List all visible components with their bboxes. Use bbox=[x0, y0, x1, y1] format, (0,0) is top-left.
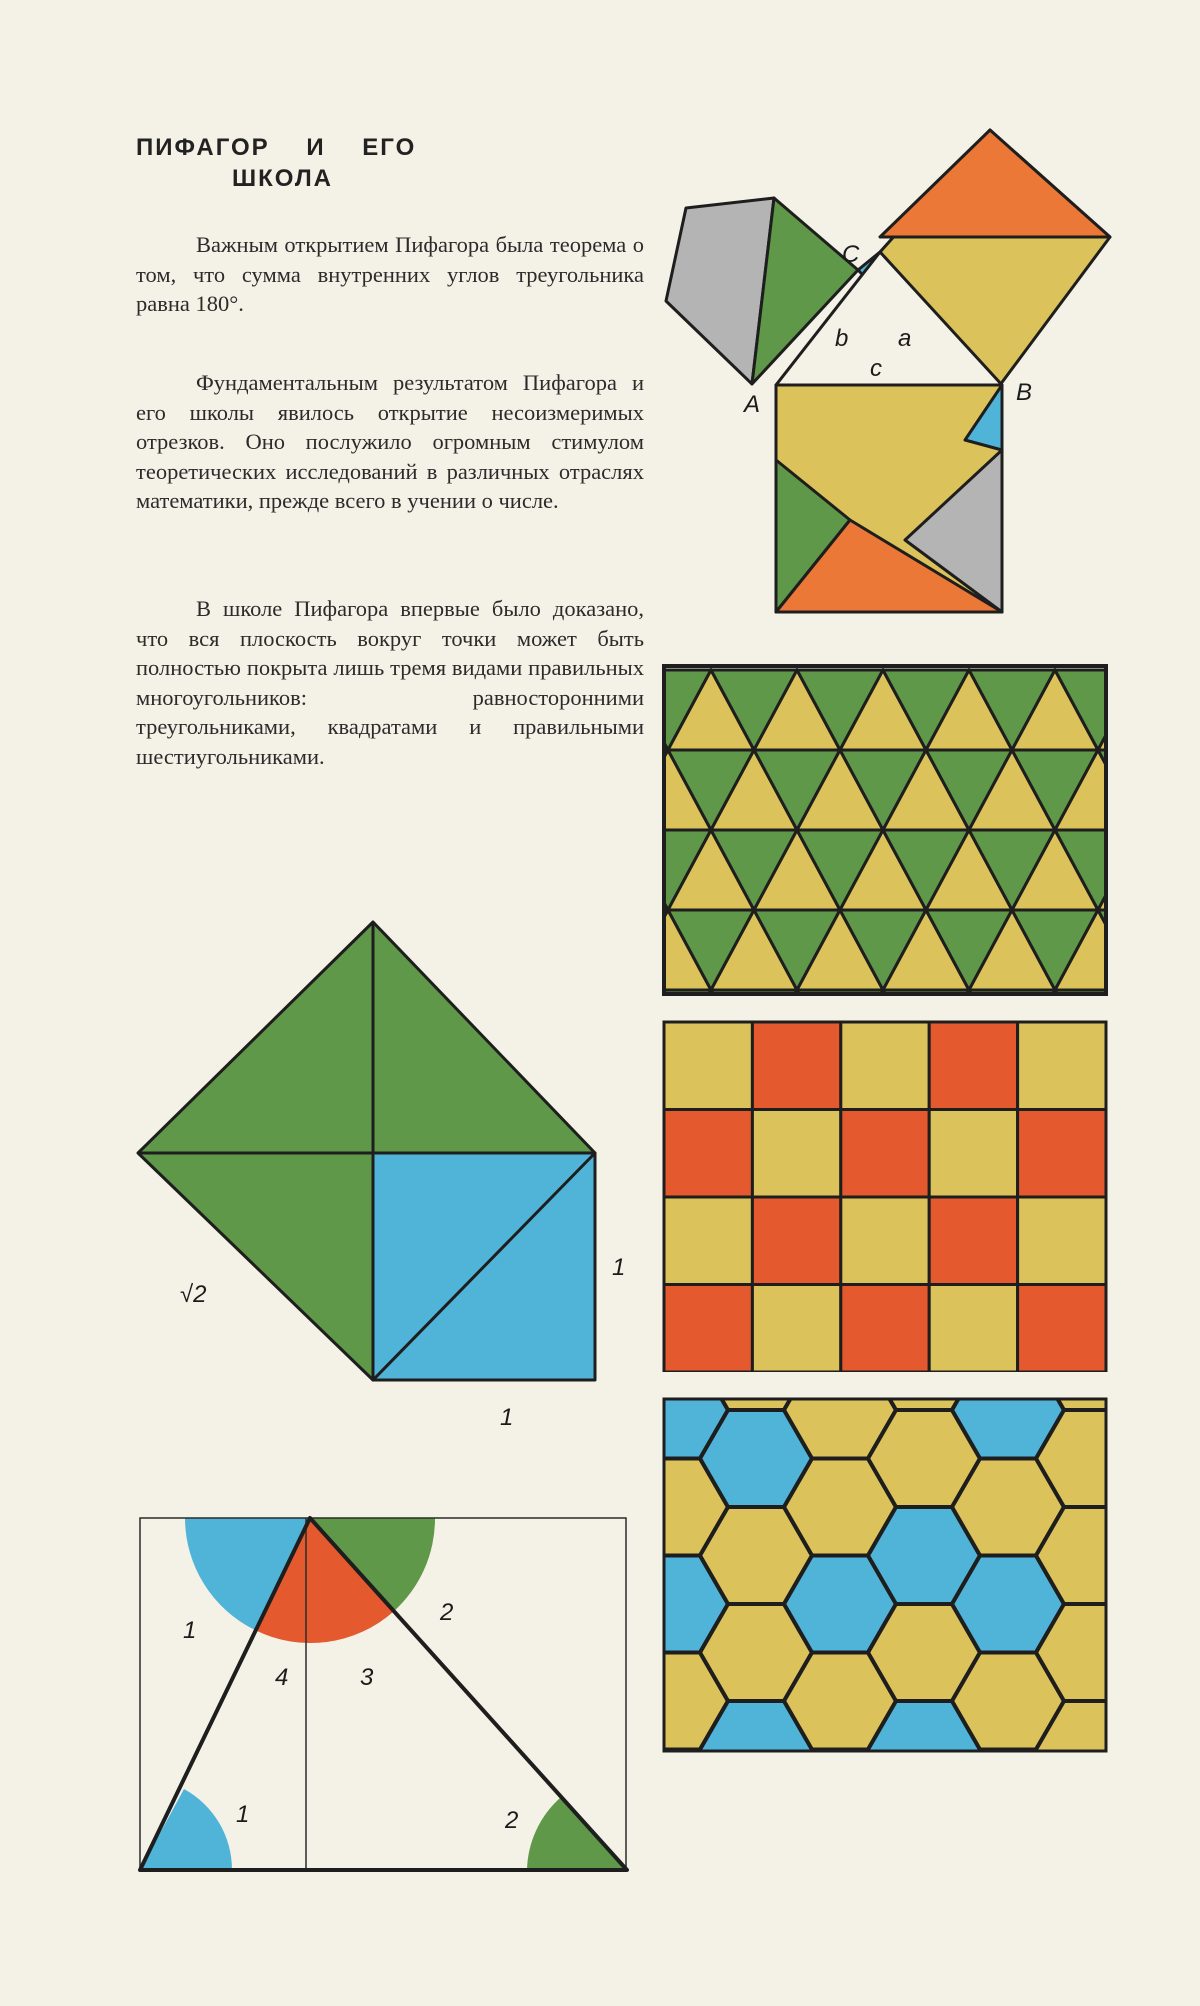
title-line-2: ШКОЛА bbox=[232, 165, 334, 192]
tile-square bbox=[664, 1285, 752, 1373]
tile-square bbox=[1018, 1285, 1106, 1373]
side-c-label: c bbox=[870, 355, 882, 382]
triangle-tiling bbox=[660, 662, 1110, 998]
page-title bbox=[136, 132, 476, 194]
angle-label-top-right: 2 bbox=[440, 1599, 454, 1626]
tile-square bbox=[841, 1110, 929, 1198]
angle-sum-figure bbox=[130, 1500, 640, 1890]
vertex-b-label: B bbox=[1016, 379, 1033, 406]
tile-square bbox=[841, 1197, 929, 1285]
tile-square bbox=[1018, 1197, 1106, 1285]
side-b-label: b bbox=[835, 325, 849, 352]
tile-square bbox=[929, 1022, 1017, 1110]
diagonal-label: √2 bbox=[180, 1281, 207, 1308]
angle-label-inner-left: 4 bbox=[275, 1664, 289, 1691]
tile-square bbox=[752, 1285, 840, 1373]
tile-square bbox=[752, 1197, 840, 1285]
angle-label-bottom-right: 2 bbox=[505, 1807, 519, 1834]
square-tiling bbox=[660, 1018, 1110, 1372]
tile-square bbox=[752, 1110, 840, 1198]
angle-1-bottom-blue bbox=[140, 1789, 232, 1870]
vertex-c-label: C bbox=[842, 241, 860, 268]
tile-square bbox=[929, 1197, 1017, 1285]
tile-square bbox=[929, 1110, 1017, 1198]
side-bottom-label: 1 bbox=[500, 1404, 514, 1431]
angle-2-bottom-green bbox=[527, 1798, 627, 1870]
paragraph-incommensurable: Фундаментальным результатом Пифагора и его школы явилось открытие несоизмеримых отрезков. Оно послужило огромным стимулом теоретических исследований в различных отраслях математики, прежде всего в учении о числе. bbox=[136, 370, 644, 513]
angle-label-top-left: 1 bbox=[183, 1617, 197, 1644]
tile-square bbox=[1018, 1022, 1106, 1110]
tile-square bbox=[664, 1197, 752, 1285]
angle-label-bottom-left: 1 bbox=[236, 1801, 250, 1828]
tile-square bbox=[664, 1110, 752, 1198]
tile-square bbox=[1018, 1110, 1106, 1198]
pythagoras-figure bbox=[660, 125, 1120, 625]
tile-square bbox=[841, 1022, 929, 1110]
square-on-a-orange bbox=[880, 130, 1110, 237]
side-right-label: 1 bbox=[612, 1254, 626, 1281]
tile-square bbox=[664, 1022, 752, 1110]
tile-square bbox=[929, 1285, 1017, 1373]
side-a-label: a bbox=[898, 325, 912, 352]
sqrt2-figure bbox=[130, 910, 650, 1440]
paragraph-angle-sum: Важным открытием Пифагора была теорема о том, что сумма внутренних углов треугольника равна 180°. bbox=[136, 232, 644, 316]
title-line-1: ПИФАГОР И ЕГО bbox=[136, 134, 417, 161]
angle-label-inner-right: 3 bbox=[360, 1664, 374, 1691]
tile-square bbox=[752, 1022, 840, 1110]
paragraph-tiling: В школе Пифагора впервые было доказано, что вся плоскость вокруг точки может быть полностью покрыта лишь тремя видами правильных многоугольников: равносторонними треугольниками, квадратами и правильными шестиугольниками. bbox=[136, 596, 644, 769]
tile-square bbox=[841, 1285, 929, 1373]
vertex-a-label: A bbox=[744, 391, 761, 418]
hexagon-tiling bbox=[660, 1395, 1110, 1755]
